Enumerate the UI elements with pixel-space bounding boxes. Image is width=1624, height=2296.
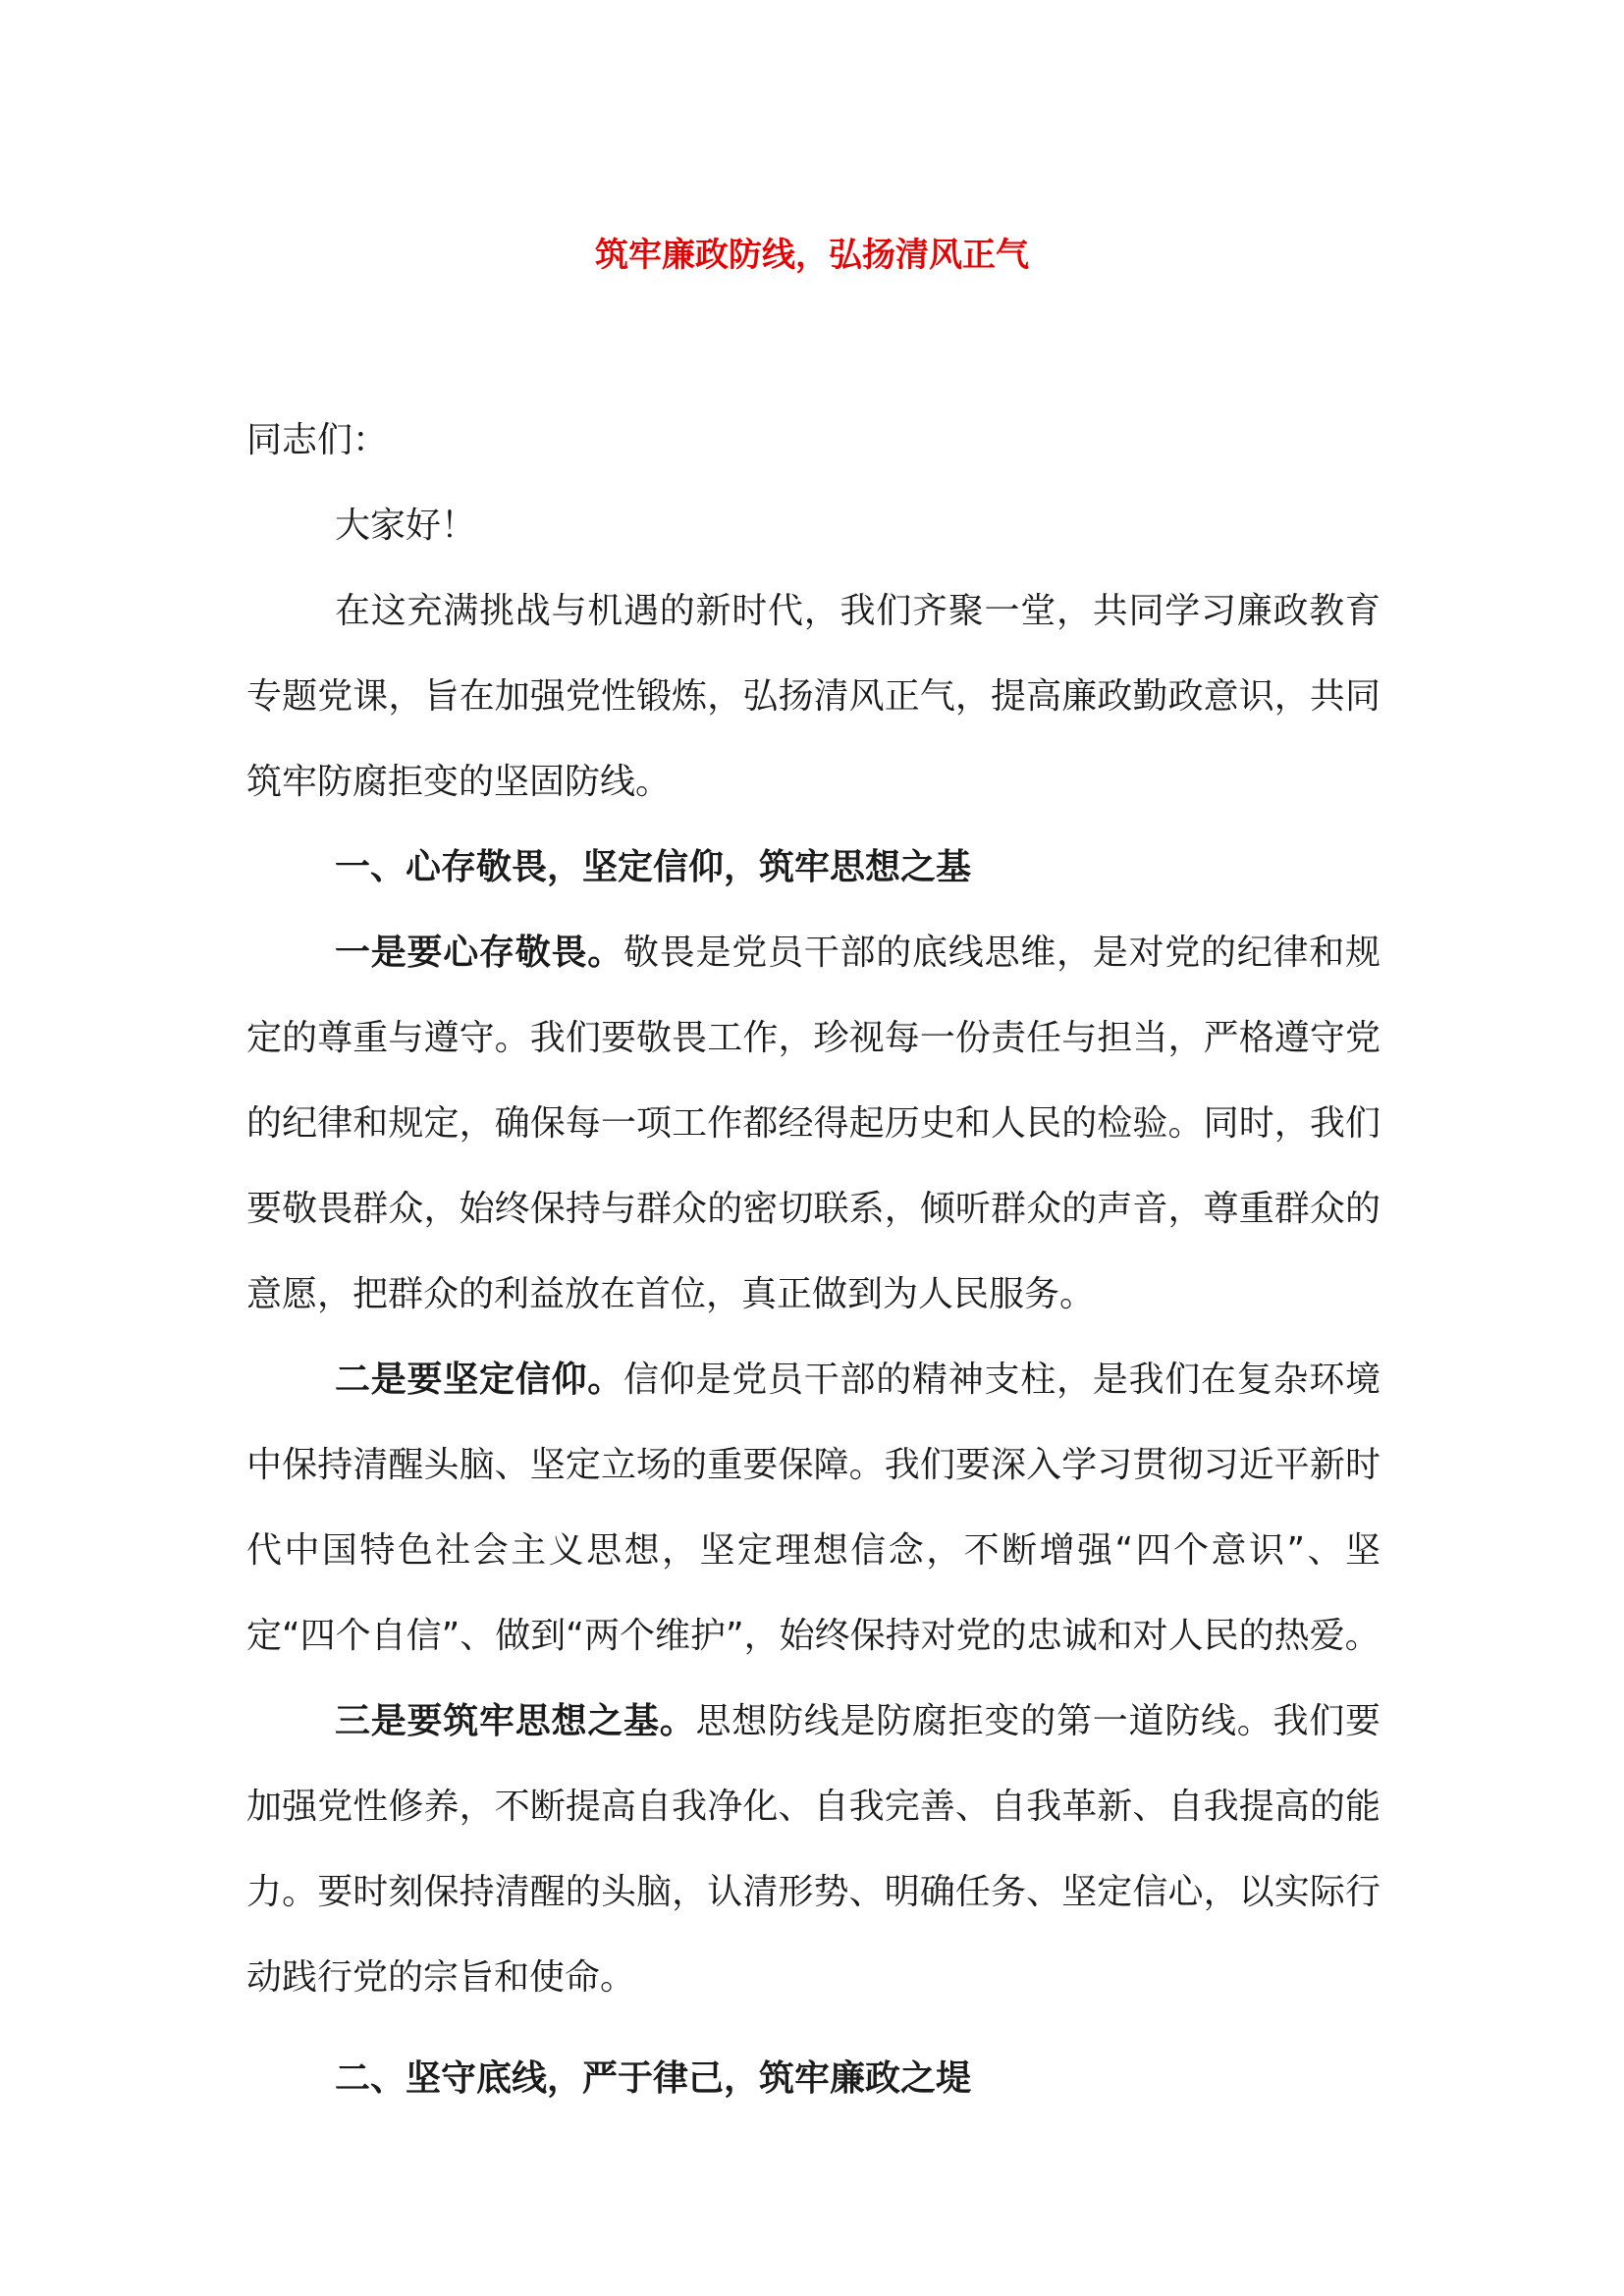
point-lead: 二是要坚定信仰。 bbox=[335, 1360, 623, 1400]
point-lead: 三是要筑牢思想之基。 bbox=[335, 1701, 696, 1741]
paragraph-point-3 bbox=[246, 1679, 1380, 2020]
intro-paragraph: 在这充满挑战与机遇的新时代，我们齐聚一堂，共同学习廉政教育专题党课，旨在加强党性锻炼，弘扬清风正气，提高廉政勤政意识，共同筑牢防腐拒变的坚固防线。 bbox=[246, 591, 1380, 802]
section-heading-2: 二、坚守底线，严于律己，筑牢廉政之堤 bbox=[335, 2058, 972, 2099]
greeting: 大家好！ bbox=[335, 506, 477, 546]
point-lead: 一是要心存敬畏。 bbox=[335, 933, 623, 973]
section-heading-1: 一、心存敬畏，坚定信仰，筑牢思想之基 bbox=[335, 847, 972, 887]
point-text: 思想防线是防腐拒变的第一道防线。我们要加强党性修养，不断提高自我净化、自我完善、自我革新、自我提高的能力。要时刻保持清醒的头脑，认清形势、明确任务、坚定信心，以实际行动践行党的宗旨和使命。 bbox=[246, 1701, 1380, 1998]
paragraph-point-2 bbox=[246, 1337, 1380, 1679]
salutation: 同志们： bbox=[246, 420, 389, 460]
paragraph-point-1 bbox=[246, 910, 1380, 1337]
point-text: 信仰是党员干部的精神支柱，是我们在复杂环境中保持清醒头脑、坚定立场的重要保障。我们要深入学习贯彻习近平新时代中国特色社会主义思想，坚定理想信念，不断增强“四个意识”、坚定“四个自信”、做到“两个维护”，始终保持对党的忠诚和对人民的热爱。 bbox=[246, 1360, 1380, 1656]
document-body bbox=[246, 398, 1380, 2121]
document-title: 筑牢廉政防线，弘扬清风正气 bbox=[595, 236, 1029, 275]
point-text: 敬畏是党员干部的底线思维，是对党的纪律和规定的尊重与遵守。我们要敬畏工作，珍视每一份责任与担当，严格遵守党的纪律和规定，确保每一项工作都经得起历史和人民的检验。同时，我们要敬畏群众，始终保持与群众的密切联系，倾听群众的声音，尊重群众的意愿，把群众的利益放在首位，真正做到为人民服务。 bbox=[246, 933, 1380, 1314]
